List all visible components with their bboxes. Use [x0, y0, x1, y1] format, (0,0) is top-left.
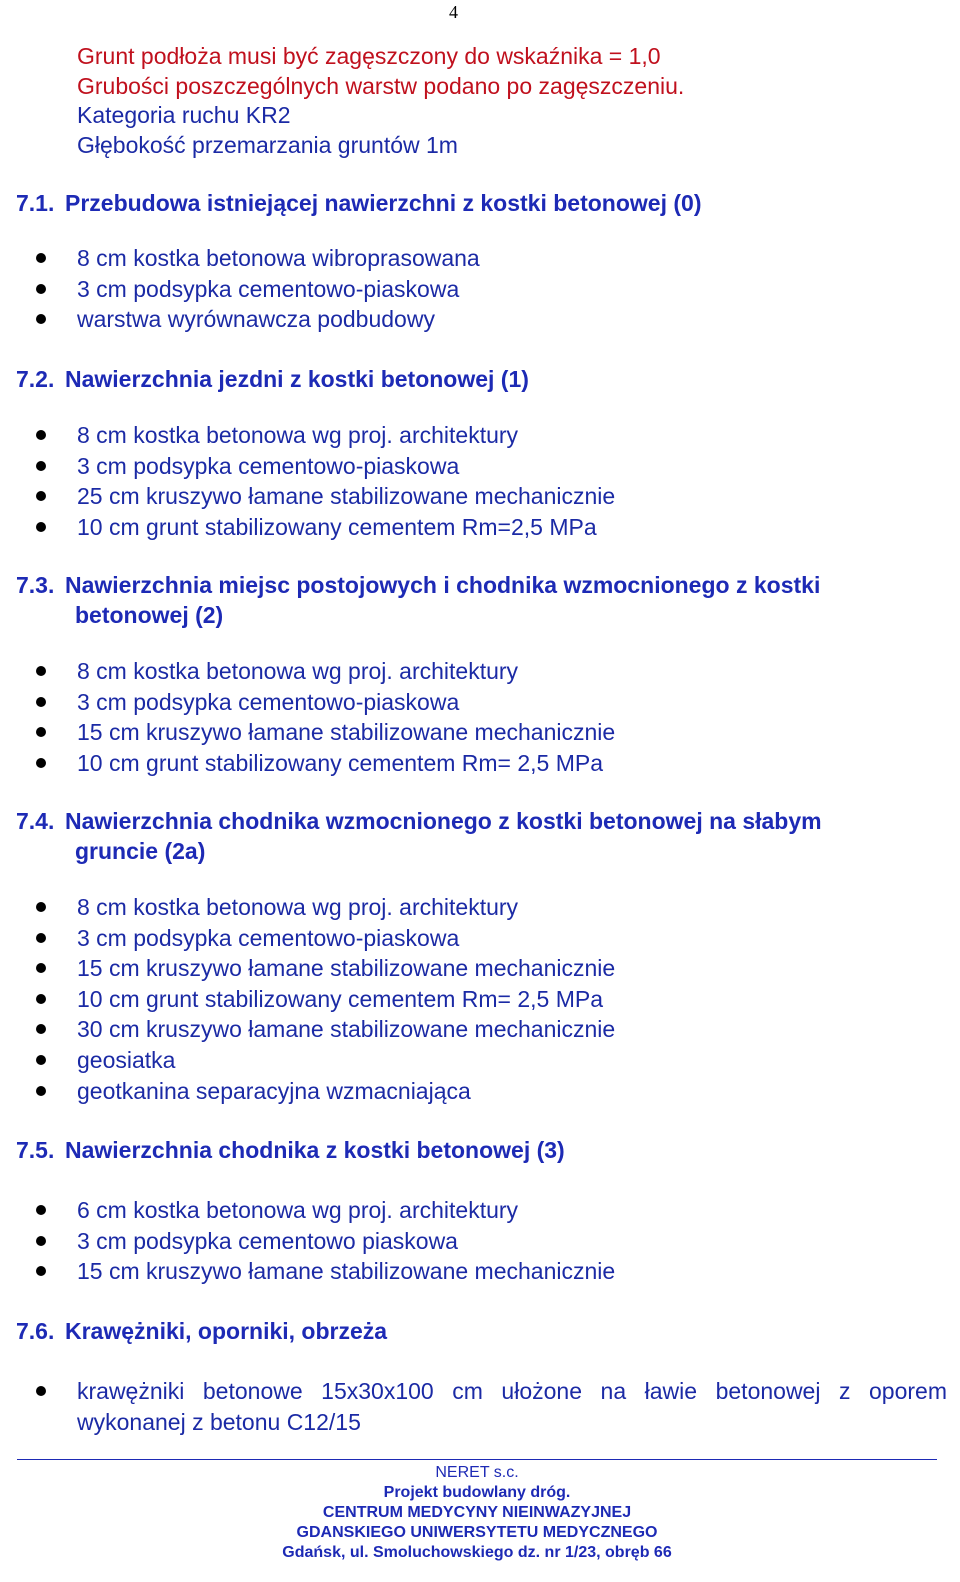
- list-item: 6 cm kostka betonowa wg proj. architektury: [0, 1195, 615, 1226]
- bullet-icon: [36, 727, 46, 737]
- layer-list-7-4: [0, 892, 615, 1106]
- section-number: 7.4.: [16, 808, 55, 834]
- section-title-7-2: [16, 365, 529, 395]
- section-heading: Krawężniki, oporniki, obrzeża: [65, 1318, 388, 1344]
- bullet-icon: [36, 1236, 46, 1246]
- section-title-7-6: [16, 1317, 387, 1347]
- footer-project: Projekt budowlany dróg.: [383, 1484, 571, 1501]
- intro-line-traffic: Kategoria ruchu KR2: [77, 102, 291, 128]
- bullet-icon: [36, 994, 46, 1004]
- page-number: 4: [449, 2, 458, 22]
- section-title-7-5: [16, 1136, 565, 1166]
- list-item: 30 cm kruszywo łamane stabilizowane mechanicznie: [0, 1014, 615, 1045]
- section-number: 7.2.: [16, 366, 55, 392]
- bullet-icon: [36, 430, 46, 440]
- list-item: 10 cm grunt stabilizowany cementem Rm=2,5 MPa: [0, 512, 615, 543]
- list-item: krawężniki betonowe 15x30x100 cm ułożone na ławie betonowej z oporem wykonanej z betonu C12/15: [0, 1376, 947, 1437]
- intro-line-thickness: Grubości poszczególnych warstw podano po zagęszczeniu.: [77, 72, 685, 99]
- bullet-icon: [36, 1024, 46, 1034]
- section-heading-line1: Nawierzchnia miejsc postojowych i chodnika wzmocnionego z kostki: [65, 572, 821, 598]
- layer-list-7-1: [0, 243, 480, 335]
- list-item: 10 cm grunt stabilizowany cementem Rm= 2,5 MPa: [0, 984, 615, 1015]
- bullet-icon: [36, 491, 46, 501]
- list-item: geotkanina separacyjna wzmacniająca: [0, 1076, 615, 1107]
- bullet-icon: [36, 902, 46, 912]
- list-item: 15 cm kruszywo łamane stabilizowane mechanicznie: [0, 1256, 615, 1287]
- page-footer: [0, 1463, 954, 1563]
- section-title-7-3: [16, 571, 820, 630]
- bullet-icon: [36, 933, 46, 943]
- list-item: 8 cm kostka betonowa wg proj. architektury: [0, 892, 615, 923]
- footer-client-line1: CENTRUM MEDYCYNY NIEINWAZYJNEJ: [322, 1504, 632, 1521]
- bullet-icon: [36, 666, 46, 676]
- layer-list-7-2: [0, 420, 615, 542]
- section-heading: Przebudowa istniejącej nawierzchni z kostki betonowej (0): [65, 190, 702, 216]
- bullet-icon: [36, 522, 46, 532]
- section-heading: Nawierzchnia chodnika z kostki betonowej (3): [65, 1137, 565, 1163]
- section-heading-line2: gruncie (2a): [75, 837, 206, 864]
- layer-list-7-5: [0, 1195, 615, 1287]
- intro-line-compaction: Grunt podłoża musi być zagęszczony do wskaźnika = 1,0: [77, 43, 661, 69]
- list-item: 3 cm podsypka cementowo-piaskowa: [0, 274, 480, 305]
- section-title-7-1: [16, 189, 701, 219]
- intro-notes: [77, 42, 684, 160]
- list-item: 8 cm kostka betonowa wg proj. architektury: [0, 656, 615, 687]
- bullet-icon: [36, 253, 46, 263]
- list-item: 3 cm podsypka cementowo-piaskowa: [0, 923, 615, 954]
- footer-client-line2: GDANSKIEGO UNIWERSYTETU MEDYCZNEGO: [296, 1524, 658, 1541]
- bullet-icon: [36, 963, 46, 973]
- list-item: 3 cm podsypka cementowo-piaskowa: [0, 687, 615, 718]
- list-item: 15 cm kruszywo łamane stabilizowane mechanicznie: [0, 717, 615, 748]
- list-item: geosiatka: [0, 1045, 615, 1076]
- list-item: 8 cm kostka betonowa wg proj. architektury: [0, 420, 615, 451]
- bullet-icon: [36, 1266, 46, 1276]
- list-item: 15 cm kruszywo łamane stabilizowane mechanicznie: [0, 953, 615, 984]
- bullet-icon: [36, 1086, 46, 1096]
- section-heading-line1: Nawierzchnia chodnika wzmocnionego z kostki betonowej na słabym: [65, 808, 822, 834]
- list-item: 8 cm kostka betonowa wibroprasowana: [0, 243, 480, 274]
- list-item: 25 cm kruszywo łamane stabilizowane mechanicznie: [0, 481, 615, 512]
- section-number: 7.5.: [16, 1137, 55, 1163]
- bullet-icon: [36, 314, 46, 324]
- list-item: warstwa wyrównawcza podbudowy: [0, 304, 480, 335]
- section-number: 7.3.: [16, 572, 55, 598]
- section-number: 7.6.: [16, 1318, 55, 1344]
- layer-list-7-3: [0, 656, 615, 778]
- list-item: 10 cm grunt stabilizowany cementem Rm= 2,5 MPa: [0, 748, 615, 779]
- footer-address: Gdańsk, ul. Smoluchowskiego dz. nr 1/23, obręb 66: [282, 1544, 672, 1561]
- intro-line-frost: Głębokość przemarzania gruntów 1m: [77, 131, 458, 158]
- bullet-icon: [36, 461, 46, 471]
- section-title-7-4: [16, 807, 822, 866]
- layer-list-7-6: [0, 1376, 947, 1437]
- list-item: 3 cm podsypka cementowo piaskowa: [0, 1226, 615, 1257]
- bullet-icon: [36, 1055, 46, 1065]
- bullet-icon: [36, 758, 46, 768]
- bullet-icon: [36, 697, 46, 707]
- section-number: 7.1.: [16, 190, 55, 216]
- bullet-icon: [36, 1386, 46, 1396]
- footer-company: NERET s.c.: [435, 1464, 519, 1481]
- section-heading: Nawierzchnia jezdni z kostki betonowej (1): [65, 366, 529, 392]
- bullet-icon: [36, 284, 46, 294]
- footer-divider: [17, 1459, 937, 1460]
- bullet-icon: [36, 1205, 46, 1215]
- section-heading-line2: betonowej (2): [75, 601, 224, 628]
- list-item: 3 cm podsypka cementowo-piaskowa: [0, 451, 615, 482]
